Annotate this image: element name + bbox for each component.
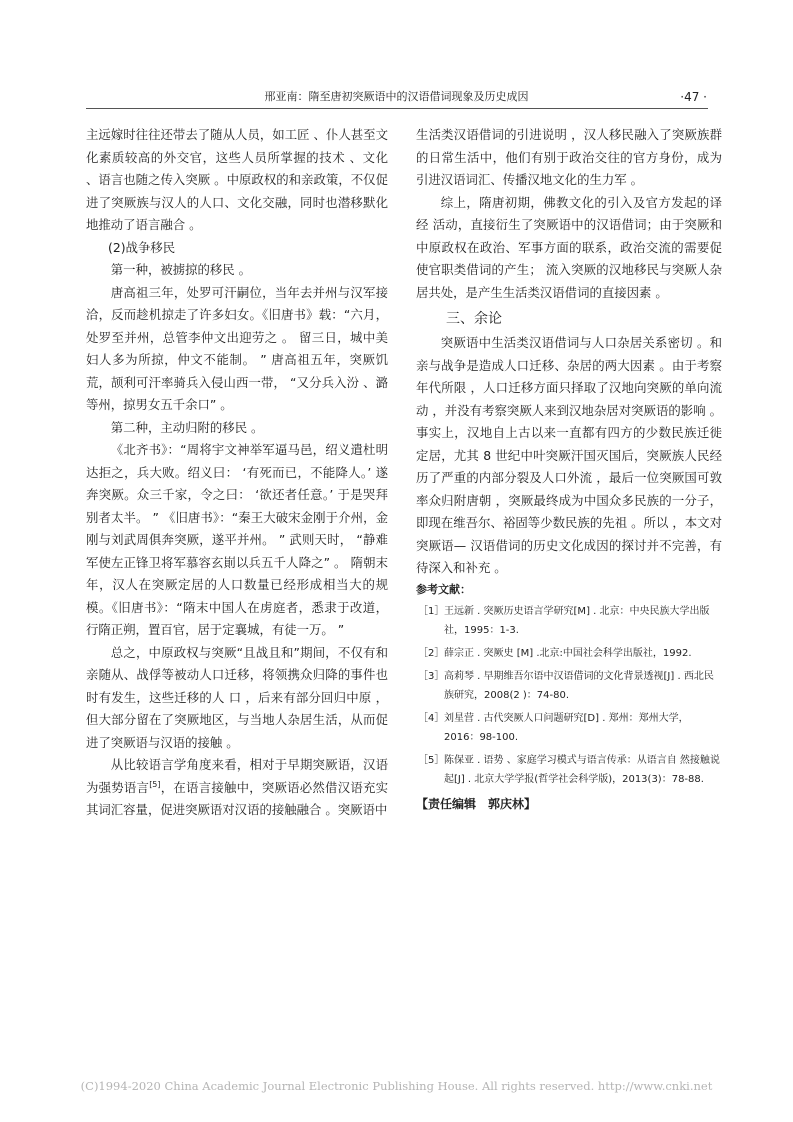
reference-number: ［1］ (418, 605, 445, 617)
paragraph: 主远嫁时往往还带去了随从人员，如工匠 、仆人甚至文化素质较高的外交官，这些人员所掌握的技术 、文化 、语言也随之传入突厥 。中原政权的和亲政策，不仅促进了突厥族与汉人的人口、文化交融，同时也潜移默化地推动了语言融合 。 (86, 127, 388, 232)
page-number: ·47 · (680, 90, 707, 104)
reference-number: ［4］ (418, 712, 445, 724)
reference-text: 高莉琴 . 早期维吾尔语中汉语借词的文化背景透视[J] . 西北民族研究，2008(2 )：74-80. (444, 670, 714, 701)
paragraph-text: 从比较语言学角度来看，相对于早期突厥语，汉语为强势语言 (86, 757, 388, 795)
citation-marker: [5] (149, 779, 161, 789)
copyright-footer: (C)1994-2020 China Academic Journal Electronic Publishing House. All rights reserved. http://www.cnki.net (80, 1079, 713, 1093)
paragraph (86, 754, 388, 822)
paragraph: 第二种，主动归附的移民 。 (110, 419, 264, 435)
reference-number: ［3］ (418, 670, 445, 682)
reference-item (416, 644, 722, 663)
reference-item (416, 709, 722, 747)
reference-text: 刘星营 . 古代突厥人口问题研究[D] . 郑州：郑州大学，2016：98-100. (444, 712, 689, 743)
paragraph: 突厥语中生活类汉语借词与人口杂居关系密切 。和亲与战争是造成人口迁移、杂居的两大因素 。由于考察年代所限 ，人口迁移方面只择取了汉地向突厥的单向流动 ，并没有考察突厥人来到汉地杂居对突厥语的影响 。事实上，汉地自上古以来一直都有四方的少数民族迁徙定居，尤其 8 世纪中叶突厥汗国灭国后，突厥族人民经历了严重的内部分裂及人口外流 ，最后一位突厥国可敦率众归附唐朝 ，突厥最终成为中国众多民族的一分子，即现在维吾尔、裕固等少数民族的先祖 。所以 ，本文对突厥语— 汉语借词的历史文化成因的探讨并不完善，有待深入和补充 。 (416, 335, 722, 575)
reference-number: ［5］ (418, 754, 445, 766)
paragraph-text: ，在语言接触中，突厥语必然借汉语充实其词汇容量，促进突厥语对汉语的接触融合 。突厥语中 (86, 779, 389, 817)
running-title: 邢亚南：隋至唐初突厥语中的汉语借词现象及历史成因 (264, 90, 529, 103)
reference-number: ［2］ (418, 647, 445, 659)
subheading: (2)战争移民 (108, 239, 176, 255)
section-heading: 三、余论 (446, 311, 502, 327)
reference-text: 陈保亚 . 语势 、家庭学习模式与语言传承：从语言自 然接触说起[J] . 北京大学学报(哲学社会科学版)，2013(3)：78-88. (444, 754, 720, 785)
paragraph: 生活类汉语借词的引进说明 ，汉人移民融入了突厥族群的日常生活中，他们有别于政治交往的官方身份，成为引进汉语词汇、传播汉地文化的生力军 。 (416, 127, 722, 187)
paragraph: 《北齐书》：“周将宇文神举军逼马邑，绍义遣杜明达拒之，兵大败。绍义曰： ‘有死而已，不能降人。’ 遂奔突厥。众三千家，令之曰： ‘欲还者任意。’ 于是哭拜别者太半。 ” 《旧唐书》：“秦王大破宋金刚于介州，金刚与刘武周俱奔突厥，遂平并州。 ” 武则天时， “静难军使左正锋卫将军慕容玄崱以兵五千人降之” 。 隋朝末年，汉人在突厥定居的人口数量已经形成相当大的规模。《旧唐书》：“隋末中国人在虏庭者，悉隶于改道，行隋正朔，置百官，居于定襄城，有徒一万。 ” (86, 442, 388, 637)
header-rule (86, 108, 708, 109)
reference-item (416, 751, 722, 789)
paragraph: 综上，隋唐初期，佛教文化的引入及官方发起的译经 活动，直接衍生了突厥语中的汉语借词；由于突厥和中原政权在政治、军事方面的联系，政治交流的需要促使官职类借词的产生； 流入突厥的汉地移民与突厥人杂居共处，是产生生活类汉语借词的直接因素 。 (416, 194, 722, 300)
paragraph: 总之，中原政权与突厥“且战且和”期间，不仅有和亲随从、战俘等被动人口迁移，将领携众归降的事件也时有发生，这些迁移的人 口 ，后来有部分回归中原 ，但大部分留在了突厥地区，与当地人杂居生活，从而促进了突厥语与汉语的接触 。 (86, 644, 388, 750)
reference-item (416, 667, 722, 705)
paragraph: 唐高祖三年，处罗可汗嗣位，当年去并州与汉军接洽，反而趁机掠走了许多妇女。《旧唐书》载：“六月，处罗至并州，总管李仲文出迎劳之 。 留三日，城中美妇人多为所掠，仲文不能制。 ” 唐高祖五年，突厥饥荒，颉利可汗率骑兵入侵山西一带， “又分兵入汾 、潞等州，掠男女五千余口” 。 (86, 284, 388, 412)
left-column (86, 124, 388, 822)
references-title: 参考文献： (416, 582, 471, 596)
right-column (416, 124, 722, 815)
reference-list (416, 602, 722, 789)
reference-text: 王远新 . 突厥历史语言学研究[M] . 北京：中央民族大学出版社，1995：1-3. (444, 605, 710, 636)
reference-item (416, 602, 722, 640)
reference-text: 薛宗正 . 突厥史 [M] .北京:中国社会科学出版社，1992. (444, 647, 692, 659)
paragraph: 第一种，被掳掠的移民 。 (110, 262, 252, 277)
running-header (0, 88, 793, 106)
responsible-editor: 【责任编辑 郭庆林】 (416, 796, 537, 811)
